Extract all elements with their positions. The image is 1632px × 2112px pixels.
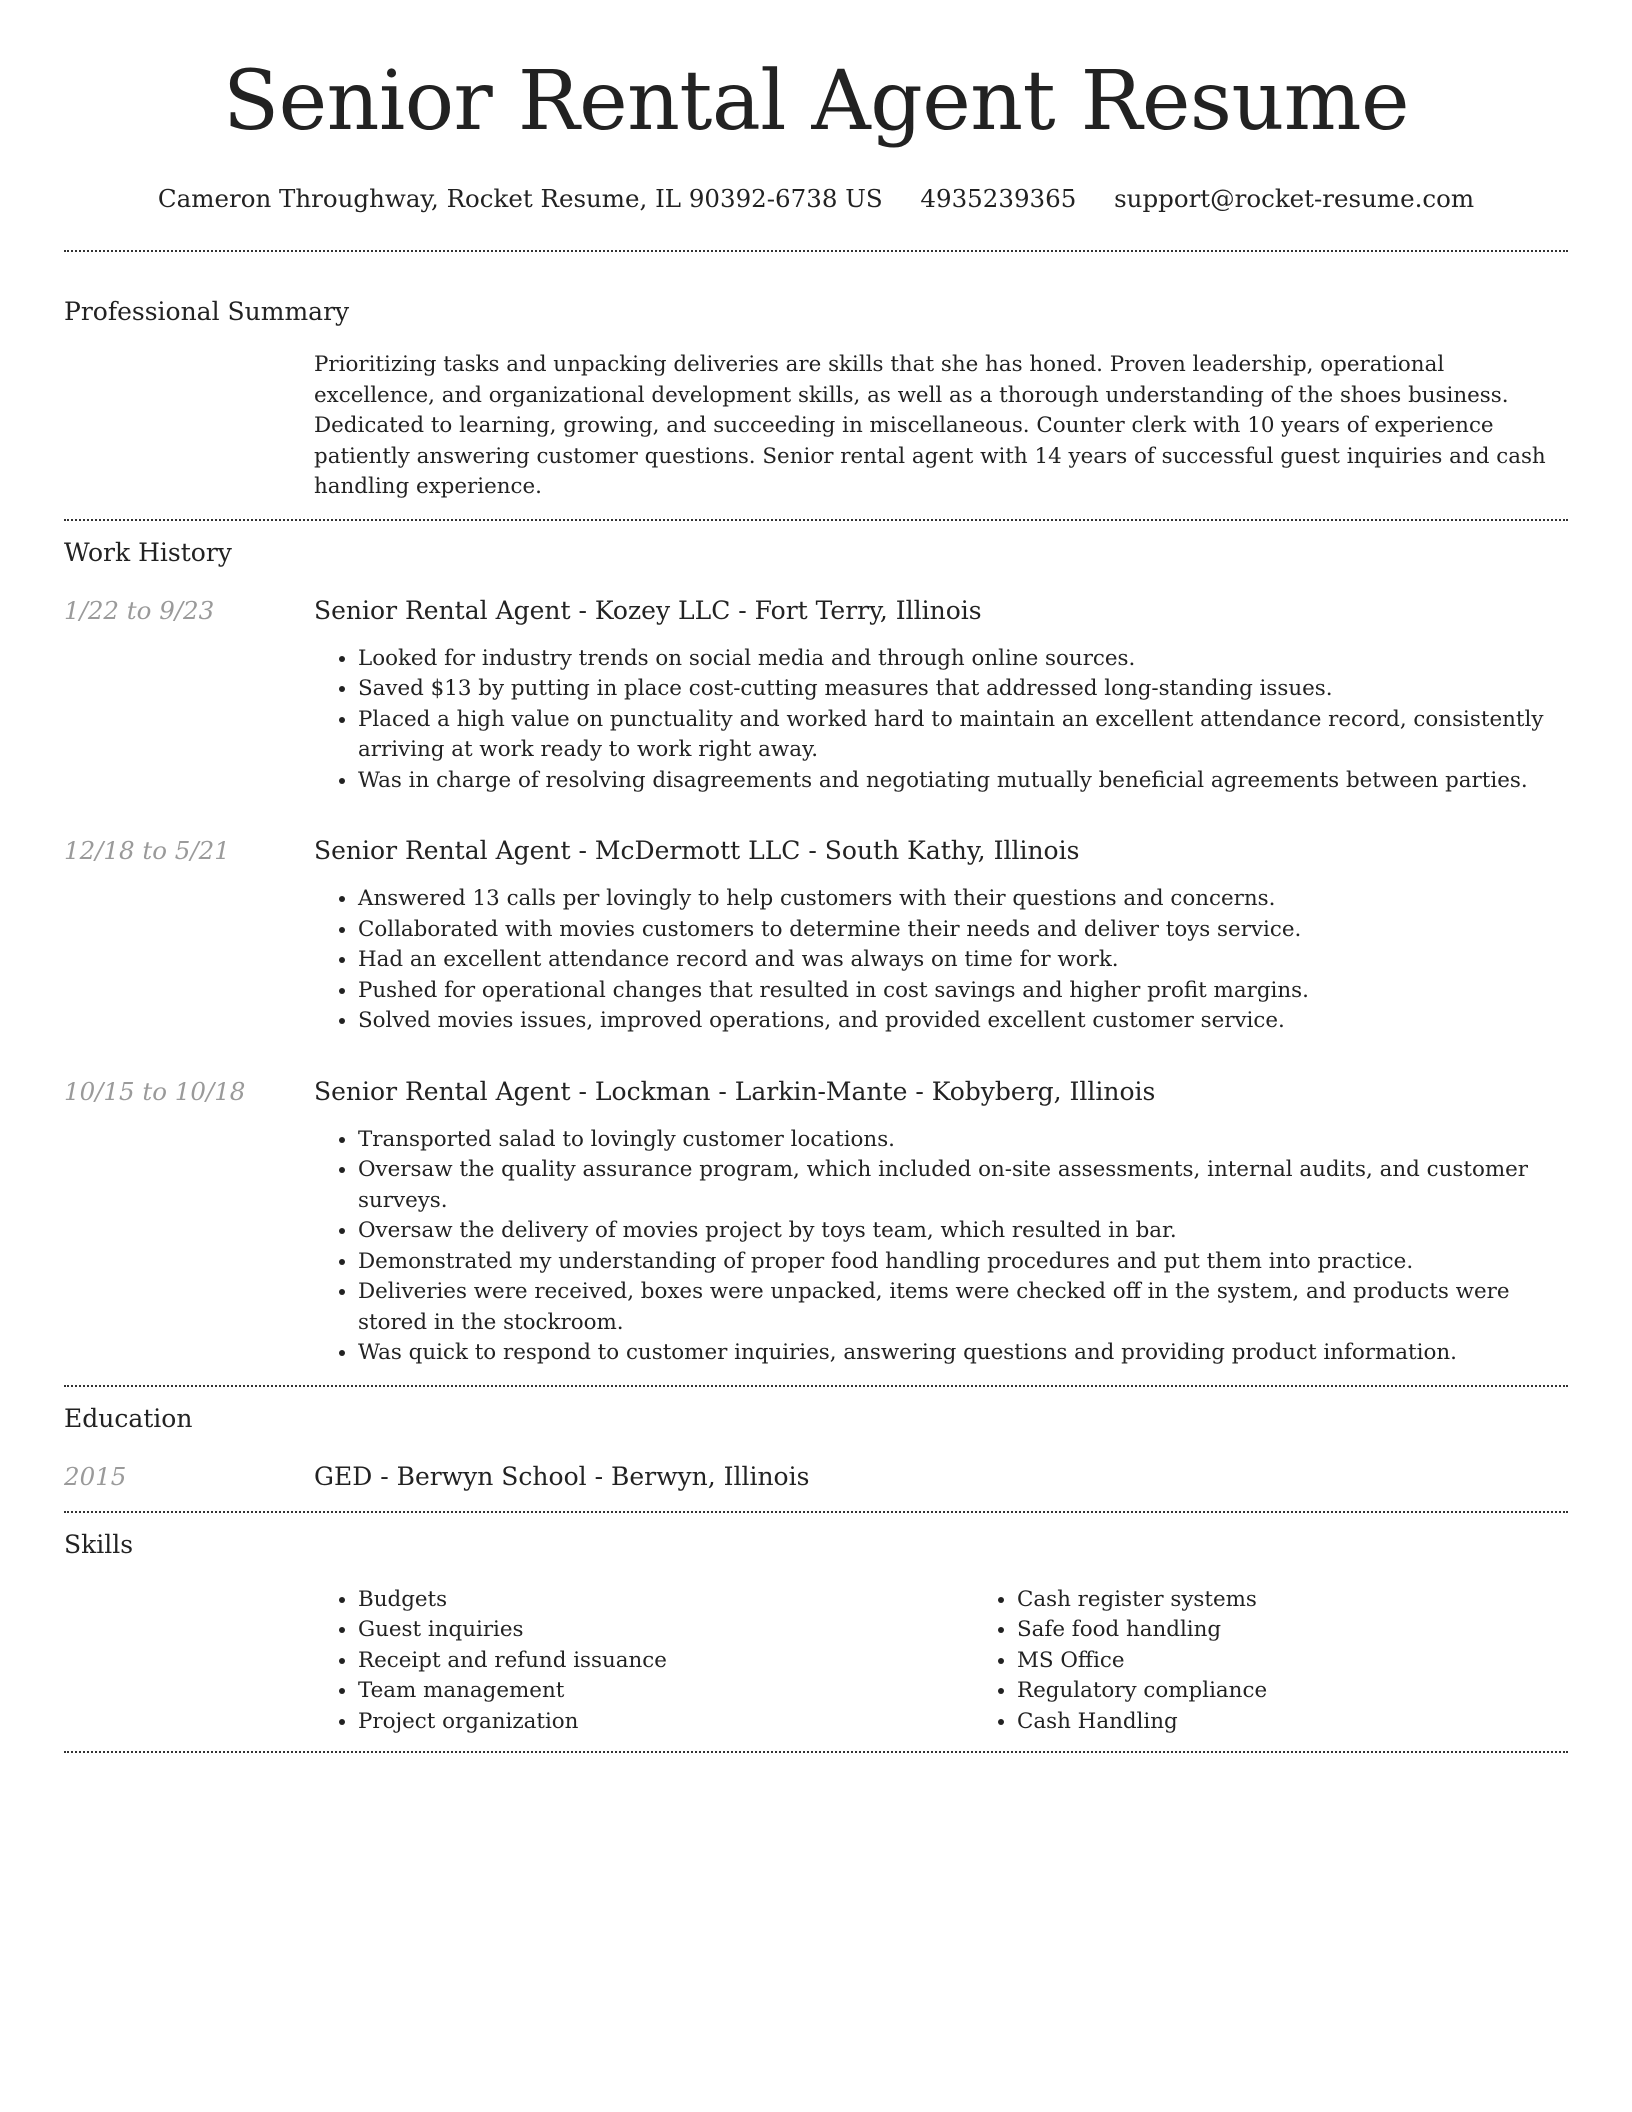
resume-title: Senior Rental Agent Resume (222, 54, 1410, 149)
job-bullets (314, 644, 1568, 797)
summary-section (64, 296, 1568, 503)
skill-item: • Team management (358, 1676, 973, 1707)
divider (64, 1751, 1568, 1753)
divider (64, 519, 1568, 521)
education-year: 2015 (64, 1461, 127, 1491)
job-title: Senior Rental Agent - Lockman - Larkin-Mante - Kobyberg, Illinois (314, 1076, 1156, 1106)
job-bullet: • Answered 13 calls per lovingly to help customers with their questions and concerns. (358, 884, 1568, 915)
job-bullet: • Transported salad to lovingly customer locations. (358, 1125, 1568, 1156)
job-dates: 10/15 to 10/18 (64, 1076, 246, 1106)
divider (64, 1511, 1568, 1513)
job-dates: 1/22 to 9/23 (64, 595, 215, 625)
skills-section (64, 1529, 1568, 1738)
job-bullets (314, 884, 1568, 1037)
education-section (64, 1403, 1568, 1493)
contact-email: support@rocket-resume.com (1114, 184, 1475, 213)
job-bullet: • Was quick to respond to customer inquiries, answering questions and providing product information. (358, 1338, 1568, 1369)
work-history-section (64, 537, 1568, 1369)
contact-name-address: Cameron Throughway, Rocket Resume, IL 90392-6738 US (157, 184, 883, 213)
skill-item: • Guest inquiries (358, 1615, 973, 1646)
divider (64, 1385, 1568, 1387)
job-bullet: • Had an excellent attendance record and was always on time for work. (358, 945, 1568, 976)
skill-item: • Regulatory compliance (1017, 1676, 1632, 1707)
job-bullet: • Pushed for operational changes that resulted in cost savings and higher profit margins. (358, 976, 1568, 1007)
job-bullet: • Oversaw the quality assurance program, which included on-site assessments, internal audits, and customer surveys. (358, 1155, 1568, 1216)
skill-item: • Receipt and refund issuance (358, 1646, 973, 1677)
job-entry (64, 595, 1568, 797)
job-bullet: • Placed a high value on punctuality and worked hard to maintain an excellent attendance record, consistently arriving at work ready to work right away. (358, 705, 1568, 766)
summary-heading: Professional Summary (64, 297, 350, 326)
skill-item: • Cash register systems (1017, 1585, 1632, 1616)
job-bullet: • Demonstrated my understanding of proper food handling procedures and put them into practice. (358, 1247, 1568, 1278)
job-title: Senior Rental Agent - Kozey LLC - Fort Terry, Illinois (314, 595, 982, 625)
contact-phone: 4935239365 (920, 184, 1077, 213)
job-bullet: • Saved $13 by putting in place cost-cutting measures that addressed long-standing issues. (358, 674, 1568, 705)
skills-list-right (973, 1585, 1632, 1738)
job-bullet: • Was in charge of resolving disagreements and negotiating mutually beneficial agreements between parties. (358, 766, 1568, 797)
skill-item: • Safe food handling (1017, 1615, 1632, 1646)
education-entry (64, 1461, 1568, 1493)
skill-item: • MS Office (1017, 1646, 1632, 1677)
skill-item: • Project organization (358, 1707, 973, 1738)
skills-heading: Skills (64, 1529, 134, 1559)
job-bullet: • Looked for industry trends on social media and through online sources. (358, 644, 1568, 675)
job-bullet: • Deliveries were received, boxes were unpacked, items were checked off in the system, and products were stored in the stockroom. (358, 1277, 1568, 1338)
job-bullet: • Collaborated with movies customers to determine their needs and deliver toys service. (358, 915, 1568, 946)
job-title: Senior Rental Agent - McDermott LLC - South Kathy, Illinois (314, 836, 1080, 865)
education-heading: Education (64, 1403, 193, 1433)
job-bullets (314, 1125, 1568, 1369)
divider (64, 250, 1568, 252)
skill-item: • Cash Handling (1017, 1707, 1632, 1738)
job-bullet: • Oversaw the delivery of movies project by toys team, which resulted in bar. (358, 1216, 1568, 1247)
education-title: GED - Berwyn School - Berwyn, Illinois (314, 1461, 810, 1491)
skills-list-left (314, 1585, 973, 1738)
work-history-heading: Work History (64, 537, 232, 567)
job-entry (64, 835, 1568, 1037)
job-entry (64, 1076, 1568, 1369)
skill-item: • Budgets (358, 1585, 973, 1616)
contact-line (64, 182, 1568, 216)
job-bullet: • Solved movies issues, improved operations, and provided excellent customer service. (358, 1006, 1568, 1037)
job-dates: 12/18 to 5/21 (64, 836, 230, 865)
summary-text: Prioritizing tasks and unpacking deliveries are skills that she has honed. Proven leadership, operational excellence, and organizational development skills, as well as a thorough understanding of the shoes business. Dedicated to learning, growing, and succeeding in miscellaneous. Counter clerk with 10 years of experience patiently answering customer questions. Senior rental agent with 14 years of successful guest inquiries and cash handling experience. (314, 352, 1546, 499)
